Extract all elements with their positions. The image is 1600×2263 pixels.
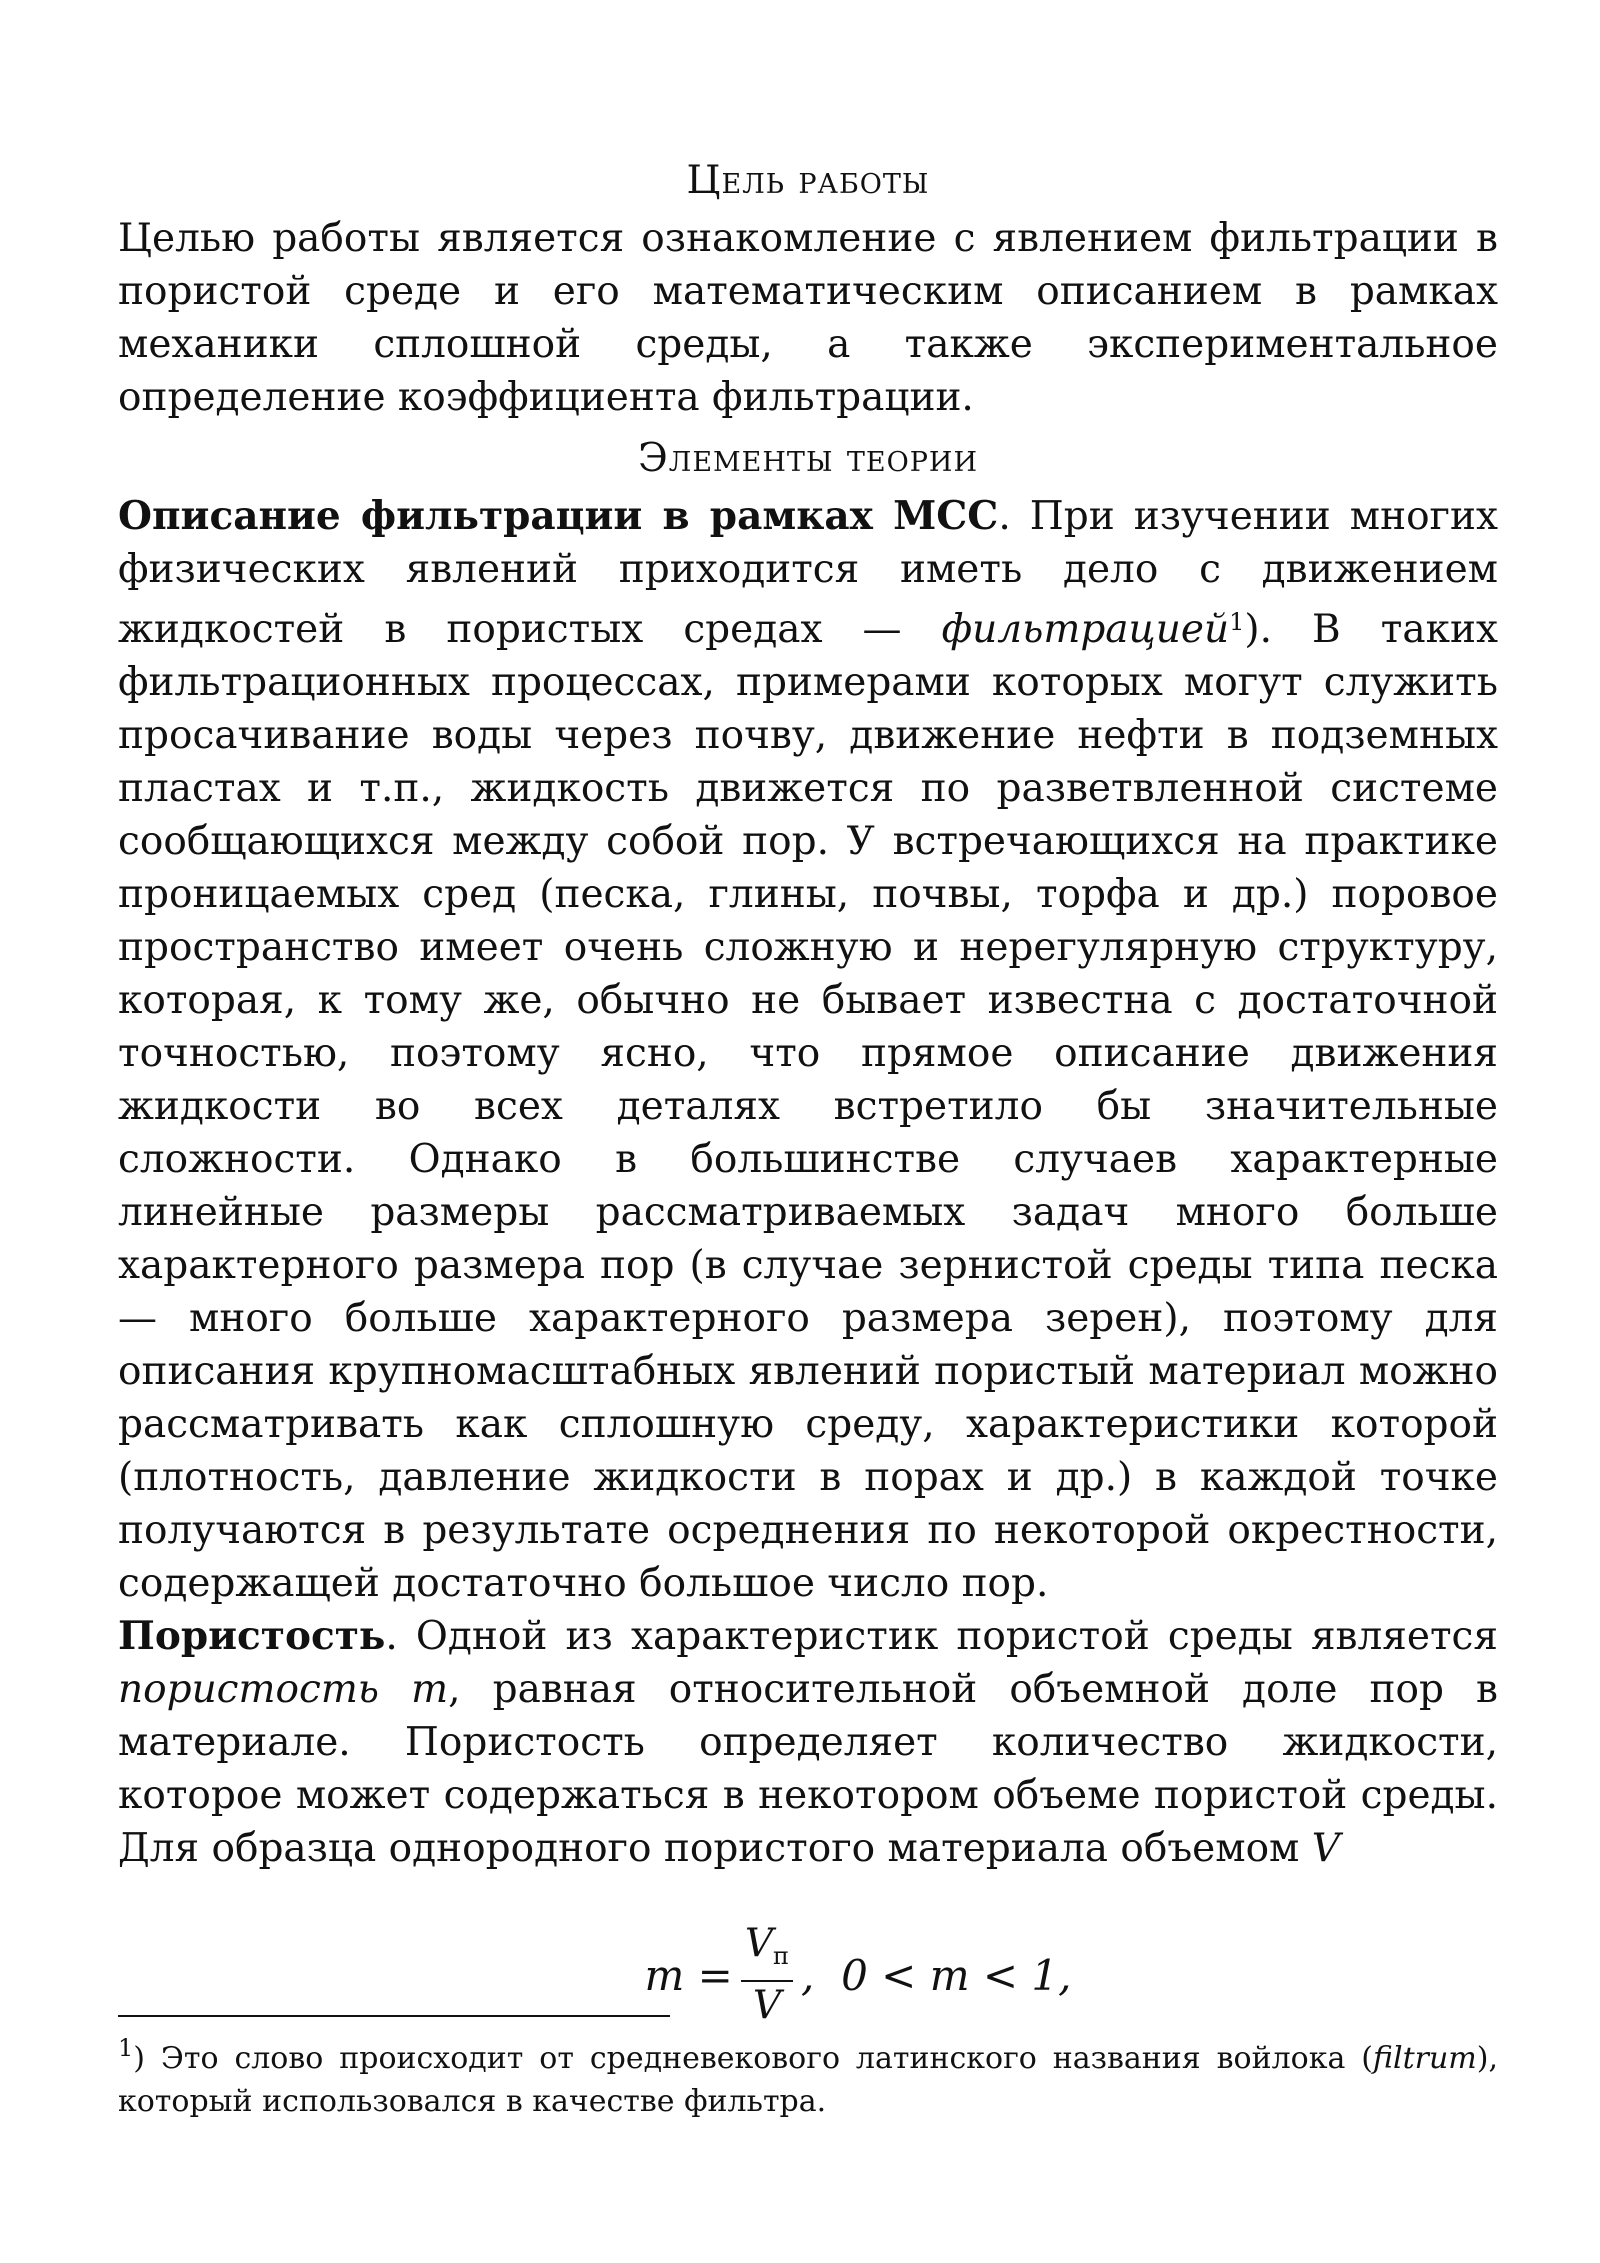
porosity-heading: Пористость [118, 1613, 386, 1659]
footnote-text-a: ) Это слово происходит от средневекового латинского названия войлока ( [133, 2041, 1373, 2076]
filtration-paragraph [118, 490, 1498, 1610]
filtration-term: фильтрацией [941, 607, 1230, 652]
footnote-rule [118, 2015, 670, 2017]
porosity-var: m [411, 1667, 449, 1712]
filtration-text-a: . При изучении многих физических явлений приходится иметь дело с движением жидкостей в пористых средах — [118, 494, 1498, 652]
footnote [118, 2027, 1498, 2123]
formula-tail: , 0 < m < 1, [801, 1950, 1072, 2000]
formula-num-sub: п [773, 1942, 790, 1970]
volume-var: V [1311, 1826, 1340, 1871]
filtration-text-b: ). В таких фильтрационных процессах, примерами которых могут служить просачивание воды через почву, движение нефти в подземных пластах и т.п., жидкость движется по разветвленной системе сообщающихся между собой пор. У встречающихся на практике проницаемых сред (песка, глины, почвы, торфа и др.) поровое пространство имеет очень сложную и нерегулярную структуру, которая, к тому же, обычно не бывает известна с достаточной точностью, поэтому ясно, что прямое описание движения жидкости во всех деталях встретило бы значительные сложности. Однако в большинстве случаев характерные линейные размеры рассматриваемых задач много больше характерного размера пор (в случае зернистой среды типа песка — много больше характерного размера зерен), поэтому для описания крупномасштабных явлений пористый материал можно рассматривать как сплошную среду, характеристики которой (плотность, давление жидкости в порах и др.) в каждой точке получаются в результате осреднения по некоторой окрестности, содержащей достаточно большое число пор. [118, 607, 1498, 1606]
goal-section-title: Цель работы [686, 158, 930, 203]
goal-paragraph: Целью работы является ознакомление с явлением фильтрации в пористой среде и его математическим описанием в рамках механики сплошной среды, а также экспериментальное определение коэффициента фильтрации. [118, 216, 1498, 420]
page [118, 150, 1498, 2119]
formula-numerator [741, 1920, 793, 1982]
filtration-heading: Описание фильтрации в рамках МСС [118, 493, 999, 539]
porosity-text-a: . Одной из характеристик пористой среды является [385, 1614, 1498, 1659]
formula-num-var: V [744, 1921, 774, 1966]
footnote-mark: 1 [1229, 608, 1245, 636]
theory-section-title: Элементы теории [637, 436, 979, 481]
porosity-paragraph [118, 1610, 1498, 1875]
formula-denominator: V [752, 1983, 782, 2028]
footnote-number: 1 [118, 2034, 134, 2062]
formula-lhs: m = [644, 1950, 733, 2000]
footnote-text-b: ), который использовался в качестве фильтра. [118, 2041, 1498, 2119]
porosity-text-b: , равная относительной объемной доле пор в материале. Пористость определяет количество жидкости, которое может содержаться в некотором объеме пористой среды. Для образца однородного пористого материала объемом [118, 1667, 1498, 1871]
porosity-formula [118, 1921, 1498, 2028]
formula-fraction [741, 1920, 793, 2030]
footnote-term: filtrum [1372, 2041, 1477, 2076]
porosity-term: пористость [118, 1667, 380, 1712]
